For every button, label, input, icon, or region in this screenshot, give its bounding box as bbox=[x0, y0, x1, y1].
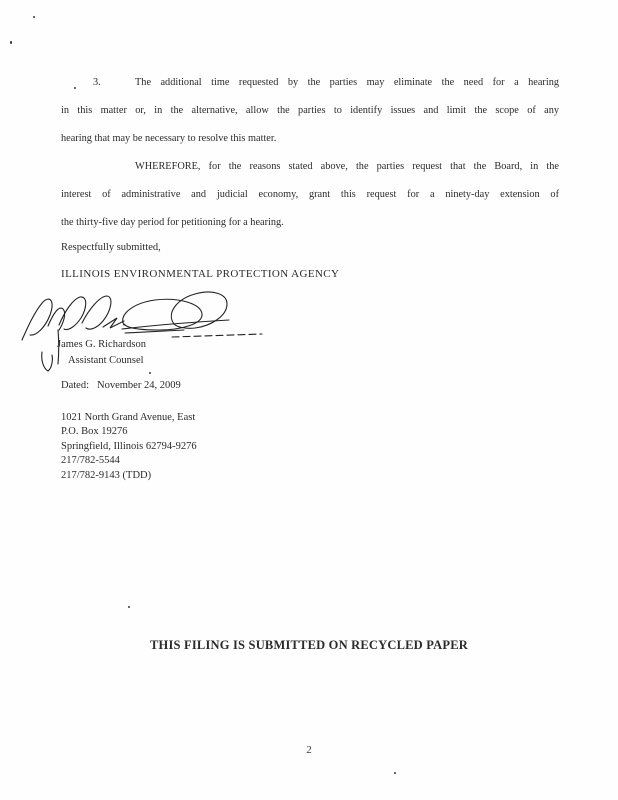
body-line-text: The additional time requested by the parties may eliminate the need for a hearing bbox=[135, 77, 559, 88]
body-line: the thirty-five day period for petitioning for a hearing. bbox=[61, 217, 284, 228]
dated-line bbox=[61, 380, 181, 391]
body-line: in this matter or, in the alternative, allow the parties to identify issues and limit the scope of any bbox=[61, 105, 559, 116]
scan-speck bbox=[33, 16, 35, 18]
dated-label: Dated: bbox=[61, 380, 89, 391]
body-line: hearing that may be necessary to resolve this matter. bbox=[61, 133, 277, 144]
body-line: WHEREFORE, for the reasons stated above, the parties request that the Board, in the bbox=[135, 161, 559, 172]
paragraph-number: 3. bbox=[93, 77, 101, 88]
address-block bbox=[61, 411, 197, 483]
address-line: 1021 North Grand Avenue, East bbox=[61, 412, 196, 423]
wherefore-paragraph bbox=[61, 153, 559, 237]
dated-value: November 24, 2009 bbox=[97, 380, 181, 391]
agency-name: ILLINOIS ENVIRONMENTAL PROTECTION AGENCY bbox=[61, 268, 340, 280]
recycled-paper-notice: THIS FILING IS SUBMITTED ON RECYCLED PAPER bbox=[150, 638, 468, 652]
page-number: 2 bbox=[306, 744, 312, 756]
address-line: Springfield, Illinois 62794-9276 bbox=[61, 440, 197, 452]
address-line: P.O. Box 19276 bbox=[61, 426, 128, 438]
scan-speck bbox=[394, 772, 396, 774]
signatory-title: Assistant Counsel bbox=[68, 355, 144, 366]
phone-line: 217/782-5544 bbox=[61, 455, 120, 467]
scan-speck bbox=[10, 41, 12, 44]
paragraph-3 bbox=[61, 69, 559, 153]
signatory-name: James G. Richardson bbox=[57, 339, 146, 350]
closing-line: Respectfully submitted, bbox=[61, 242, 161, 253]
scan-speck bbox=[128, 606, 130, 608]
body-line bbox=[61, 69, 559, 97]
body-line: interest of administrative and judicial economy, grant this request for a ninety-day extension of bbox=[61, 189, 559, 200]
tdd-phone-line: 217/782-9143 (TDD) bbox=[61, 469, 152, 481]
paragraph-indent bbox=[61, 69, 93, 97]
